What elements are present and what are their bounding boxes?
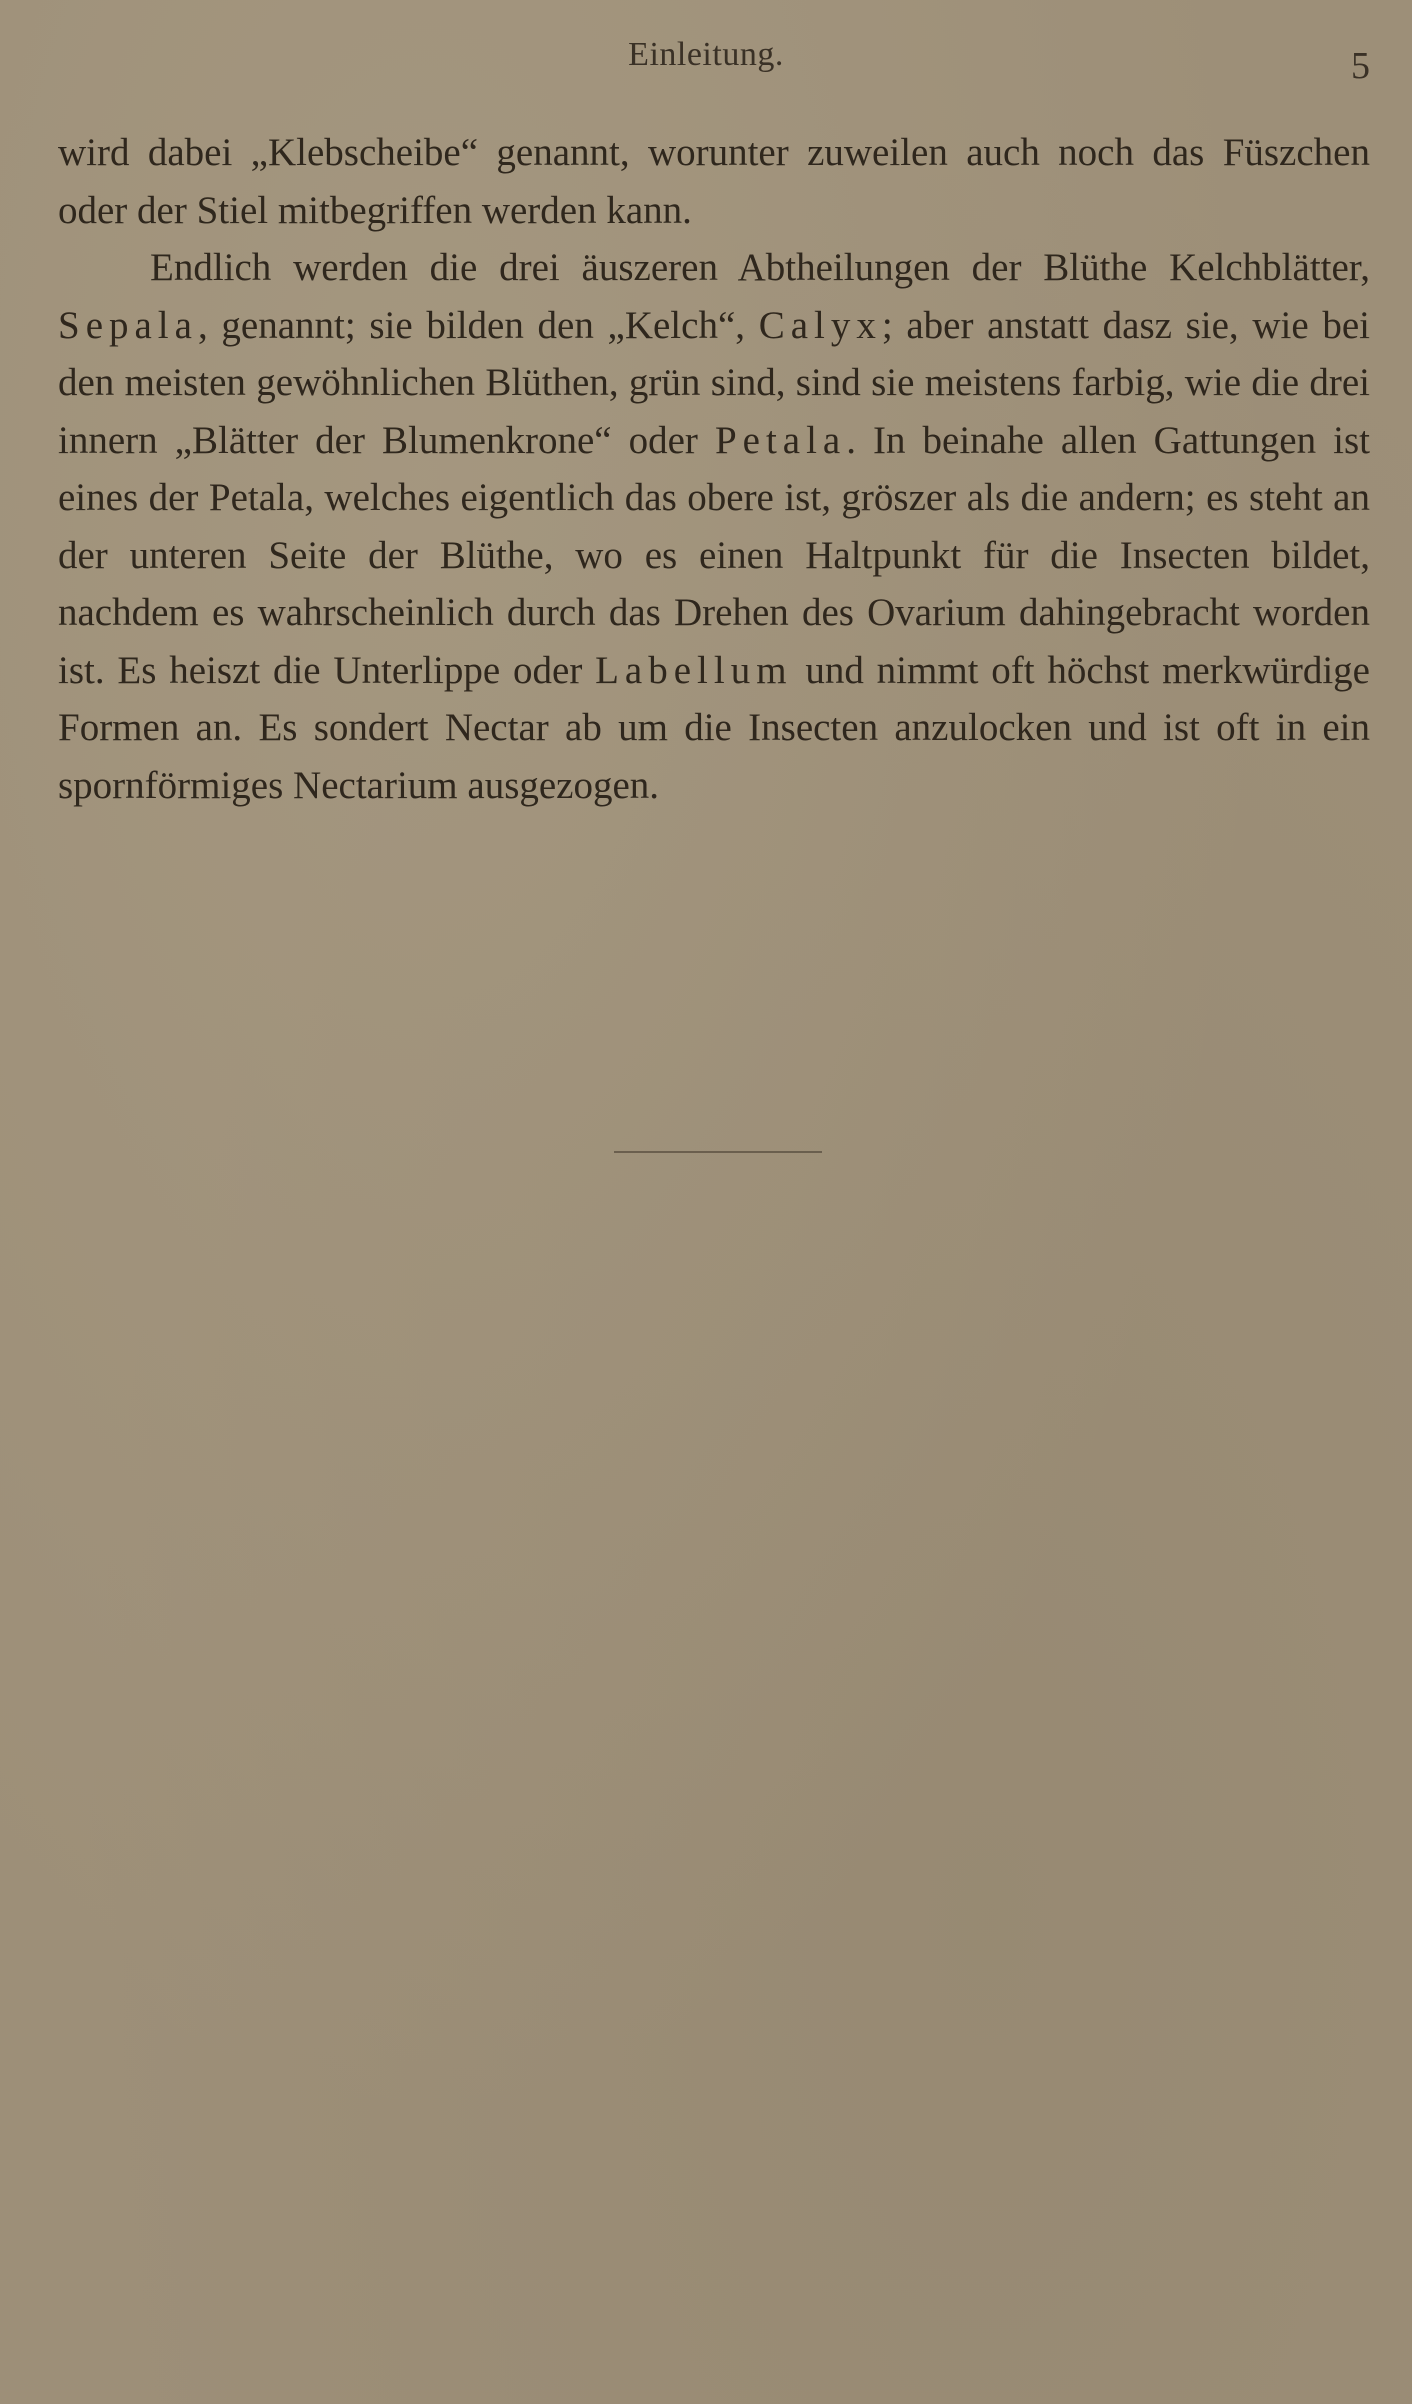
text-segment: wird dabei „Klebscheibe“ genannt, worunter zuweilen auch noch das Füszchen oder der Stiel mitbegriffen werden kann.	[58, 131, 1370, 232]
term-sepala: Sepala	[58, 303, 198, 347]
running-header: Einleitung.	[628, 36, 784, 73]
term-labellum: Labellum	[595, 648, 793, 692]
text-segment: , genannt; sie bilden den „Kelch“,	[197, 303, 759, 347]
term-petala: Petala	[714, 418, 847, 462]
text-segment: ; aber anstatt dasz sie, wie bei den meisten gewöhnlichen Blüthen, grün sind, sind sie meistens farbig, wie die drei innern „Blätter der Blumenkrone“ oder	[58, 303, 1370, 462]
text-segment: Endlich werden die drei äuszeren Abtheilungen der Blüthe Kelchblätter,	[150, 246, 1370, 289]
page-number: 5	[1351, 45, 1370, 87]
section-divider-rule	[614, 1151, 822, 1153]
body-text	[58, 124, 1370, 814]
paragraph-sepals	[58, 239, 1370, 814]
term-calyx: Calyx	[758, 303, 882, 347]
text-segment: . In beinahe allen Gattungen ist eines der Petala, welches eigentlich das obere ist, gröszer als die andern; es steht an der unteren Seite der Blüthe, wo es einen Haltpunkt für die Insecten bildet, nachdem es wahrscheinlich durch das Drehen des Ovarium dahingebracht worden ist. Es heiszt die Unterlippe oder	[58, 418, 1370, 692]
paragraph-continuation	[58, 124, 1370, 239]
text-segment: und nimmt oft höchst merkwürdige Formen an. Es sondert Nectar ab um die Insecten anzulocken und ist oft in ein spornförmiges Nectarium ausgezogen.	[58, 648, 1370, 807]
